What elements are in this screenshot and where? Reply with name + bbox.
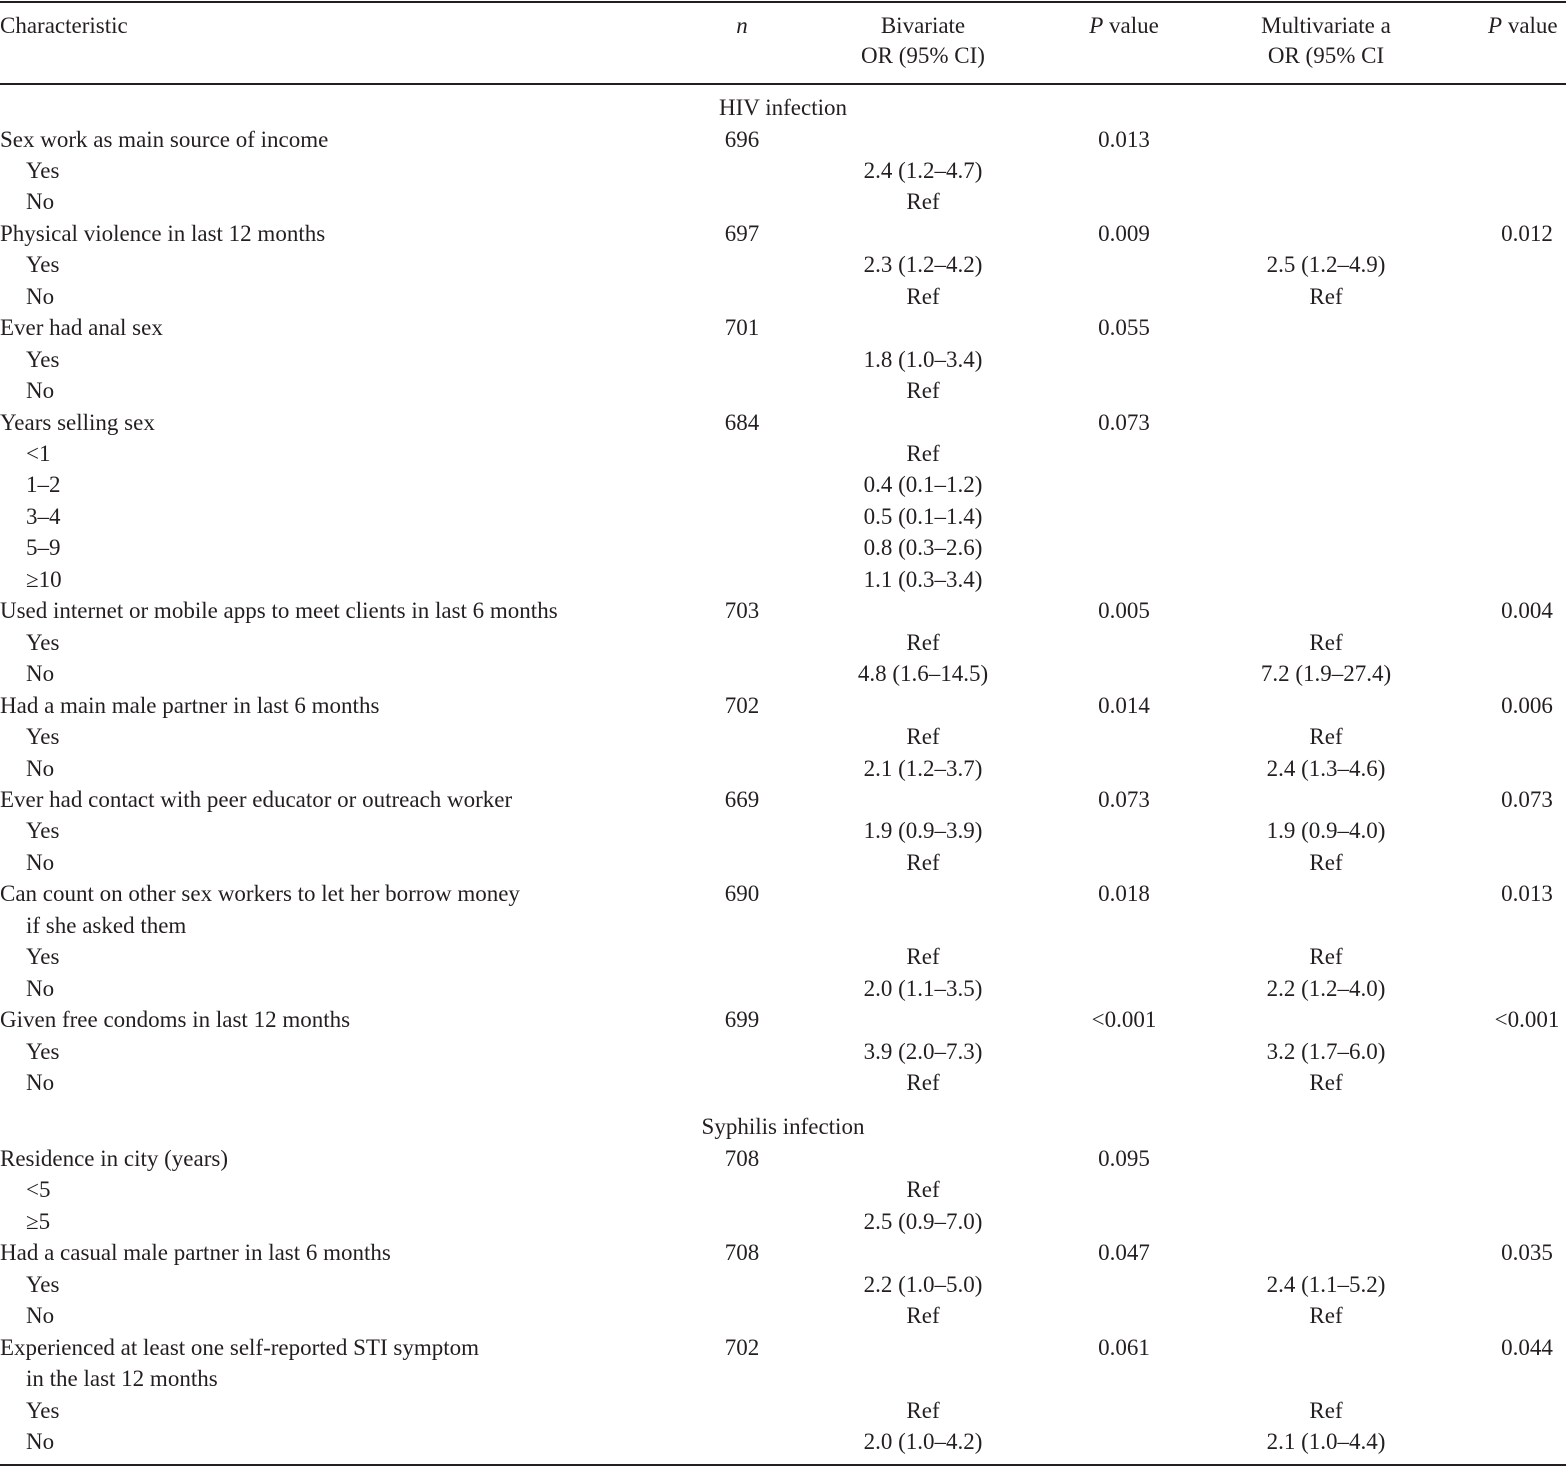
bivariate-or: Ref: [906, 944, 940, 970]
multivariate-or: Ref: [1309, 849, 1343, 875]
bivariate-or: 0.5 (0.1–1.4): [863, 503, 983, 529]
level-label: No: [26, 283, 55, 309]
bivariate-p-value: 0.061: [1098, 1334, 1150, 1360]
variable-row: [0, 407, 1566, 439]
bivariate-p-value: 0.073: [1098, 409, 1150, 435]
header-bivariate-line1: Bivariate: [880, 13, 966, 38]
section-row: [0, 92, 1566, 124]
characteristic-label: Experienced at least one self-reported STI symptom: [0, 1334, 480, 1360]
bivariate-p-value: <0.001: [1091, 1007, 1157, 1033]
level-row: [0, 658, 1566, 690]
characteristic-label: Years selling sex: [0, 409, 155, 435]
level-label: <1: [26, 440, 51, 466]
level-label: Yes: [26, 1271, 60, 1297]
multivariate-p-value: 0.035: [1501, 1240, 1553, 1266]
level-row: [0, 941, 1566, 973]
n-value: 684: [724, 409, 760, 435]
level-row: [0, 1300, 1566, 1332]
bivariate-or: Ref: [906, 189, 940, 215]
level-row: [0, 344, 1566, 376]
multivariate-or: Ref: [1309, 283, 1343, 309]
level-label: No: [26, 755, 55, 781]
characteristic-label: Had a casual male partner in last 6 months: [0, 1240, 391, 1266]
level-row: [0, 1395, 1566, 1427]
table-top-rule: [0, 1, 1566, 3]
level-label: No: [26, 1428, 55, 1454]
n-value: 701: [724, 315, 760, 341]
n-value: 703: [724, 598, 760, 624]
multivariate-or: 2.5 (1.2–4.9): [1266, 252, 1386, 278]
level-row: [0, 564, 1566, 596]
bivariate-p-value: 0.018: [1098, 881, 1150, 907]
level-label: Yes: [26, 724, 60, 749]
header-bivariate-line2: OR (95% CI): [861, 43, 985, 68]
level-row: [0, 1174, 1566, 1206]
header-multivariate: [1261, 11, 1391, 71]
bivariate-or: Ref: [906, 1177, 940, 1203]
bivariate-or: 1.8 (1.0–3.4): [863, 346, 983, 372]
n-value: 708: [724, 1240, 760, 1266]
variable-row: [0, 595, 1566, 627]
level-row: [0, 155, 1566, 187]
level-row: [0, 469, 1566, 501]
level-row: [0, 186, 1566, 218]
bivariate-or: 0.8 (0.3–2.6): [863, 535, 983, 561]
multivariate-or: 7.2 (1.9–27.4): [1260, 661, 1392, 687]
level-row: [0, 249, 1566, 281]
variable-row: [0, 784, 1566, 816]
bivariate-or: 1.9 (0.9–3.9): [863, 818, 983, 844]
variable-row: [0, 312, 1566, 344]
multivariate-or: Ref: [1309, 1397, 1343, 1423]
header-p-rest: value: [1502, 13, 1558, 38]
header-p-italic: P: [1488, 13, 1503, 38]
variable-row: [0, 124, 1566, 156]
level-label: Yes: [26, 346, 60, 372]
bivariate-or: Ref: [906, 724, 940, 749]
level-label: Yes: [26, 629, 60, 655]
bivariate-or: 2.2 (1.0–5.0): [863, 1271, 983, 1297]
level-label: No: [26, 1070, 55, 1095]
variable-continuation-row: [0, 910, 1566, 942]
characteristic-label: Used internet or mobile apps to meet clients in last 6 months: [0, 598, 558, 624]
header-n: n: [736, 13, 748, 38]
multivariate-p-value: 0.073: [1501, 786, 1553, 812]
bivariate-or: Ref: [906, 378, 940, 403]
multivariate-or: Ref: [1309, 724, 1343, 749]
bivariate-or: 2.3 (1.2–4.2): [863, 252, 983, 278]
header-p-value-bivariate: [1089, 11, 1159, 41]
level-row: [0, 1269, 1566, 1301]
bivariate-or: 1.1 (0.3–3.4): [863, 566, 983, 592]
level-row: [0, 1036, 1566, 1068]
n-value: 702: [724, 1334, 760, 1360]
bivariate-or: Ref: [906, 1303, 940, 1329]
characteristic-label-continued: in the last 12 months: [26, 1366, 218, 1391]
multivariate-p-value: 0.004: [1501, 598, 1553, 624]
header-bivariate: [861, 11, 985, 71]
multivariate-p-value: <0.001: [1494, 1007, 1560, 1033]
bivariate-or: 3.9 (2.0–7.3): [863, 1038, 983, 1064]
bivariate-or: Ref: [906, 1397, 940, 1423]
multivariate-p-value: 0.006: [1501, 692, 1553, 718]
n-value: 669: [724, 786, 760, 812]
bivariate-p-value: 0.047: [1098, 1240, 1150, 1266]
bivariate-or: 2.0 (1.1–3.5): [863, 975, 983, 1001]
bivariate-p-value: 0.013: [1098, 126, 1150, 152]
variable-row: [0, 1004, 1566, 1036]
characteristic-label: Can count on other sex workers to let her borrow money: [0, 881, 520, 907]
header-multivariate-line2: OR (95% CI: [1267, 43, 1385, 68]
level-label: No: [26, 975, 55, 1001]
level-label: <5: [26, 1177, 51, 1203]
section-label: HIV infection: [719, 95, 847, 120]
multivariate-or: 1.9 (0.9–4.0): [1266, 818, 1386, 844]
variable-row: [0, 1332, 1566, 1364]
multivariate-or: 2.1 (1.0–4.4): [1266, 1428, 1386, 1454]
header-multivariate-line1: Multivariate a: [1261, 13, 1391, 38]
bivariate-or: Ref: [906, 629, 940, 655]
header-characteristic: Characteristic: [0, 13, 128, 38]
bivariate-p-value: 0.005: [1098, 598, 1150, 624]
level-label: No: [26, 189, 55, 215]
bivariate-or: 2.0 (1.0–4.2): [863, 1428, 983, 1454]
bivariate-or: Ref: [906, 849, 940, 875]
level-row: [0, 753, 1566, 785]
level-label: Yes: [26, 818, 60, 844]
multivariate-or: 2.4 (1.3–4.6): [1266, 755, 1386, 781]
level-row: [0, 721, 1566, 753]
bivariate-or: 2.5 (0.9–7.0): [863, 1208, 983, 1234]
level-label: Yes: [26, 944, 60, 970]
multivariate-or: 2.4 (1.1–5.2): [1266, 1271, 1386, 1297]
level-row: [0, 1426, 1566, 1458]
bivariate-p-value: 0.073: [1098, 786, 1150, 812]
level-row: [0, 847, 1566, 879]
bivariate-or: Ref: [906, 283, 940, 309]
characteristic-label: Given free condoms in last 12 months: [0, 1007, 351, 1033]
bivariate-p-value: 0.014: [1098, 692, 1150, 718]
characteristic-label-continued: if she asked them: [26, 912, 187, 938]
variable-row: [0, 878, 1566, 910]
variable-continuation-row: [0, 1363, 1566, 1395]
level-label: No: [26, 661, 55, 687]
level-row: [0, 532, 1566, 564]
n-value: 702: [724, 692, 760, 718]
header-p-value-multivariate: [1488, 11, 1558, 41]
characteristic-label: Ever had contact with peer educator or outreach worker: [0, 786, 513, 812]
variable-row: [0, 690, 1566, 722]
multivariate-or: Ref: [1309, 629, 1343, 655]
bivariate-or: 0.4 (0.1–1.2): [863, 472, 983, 498]
bivariate-or: 4.8 (1.6–14.5): [857, 661, 989, 687]
n-value: 708: [724, 1145, 760, 1171]
level-row: [0, 1067, 1566, 1099]
level-label: ≥5: [26, 1208, 51, 1234]
table-bottom-rule: [0, 1464, 1566, 1466]
characteristic-label: Physical violence in last 12 months: [0, 220, 326, 246]
level-row: [0, 281, 1566, 313]
header-p-rest: value: [1103, 13, 1159, 38]
level-row: [0, 438, 1566, 470]
section-label: Syphilis infection: [701, 1114, 865, 1140]
level-label: 3–4: [26, 503, 61, 529]
characteristic-label: Ever had anal sex: [0, 315, 163, 341]
multivariate-or: Ref: [1309, 944, 1343, 970]
level-row: [0, 375, 1566, 407]
multivariate-or: Ref: [1309, 1070, 1343, 1095]
table-header-rule: [0, 83, 1566, 85]
level-label: No: [26, 1303, 55, 1329]
bivariate-or: Ref: [906, 1070, 940, 1095]
multivariate-or: Ref: [1309, 1303, 1343, 1329]
bivariate-p-value: 0.095: [1098, 1145, 1150, 1171]
multivariate-or: 3.2 (1.7–6.0): [1266, 1038, 1386, 1064]
multivariate-p-value: 0.044: [1501, 1334, 1553, 1360]
level-row: [0, 973, 1566, 1005]
level-label: No: [26, 378, 55, 403]
section-row: [0, 1111, 1566, 1143]
variable-row: [0, 218, 1566, 250]
level-label: Yes: [26, 1038, 60, 1064]
n-value: 697: [724, 220, 760, 246]
level-row: [0, 627, 1566, 659]
level-label: 1–2: [26, 472, 61, 498]
bivariate-p-value: 0.009: [1098, 220, 1150, 246]
characteristic-label: Had a main male partner in last 6 months: [0, 692, 380, 718]
bivariate-p-value: 0.055: [1098, 315, 1150, 341]
level-label: Yes: [26, 252, 60, 278]
multivariate-p-value: 0.013: [1501, 881, 1553, 907]
n-value: 699: [724, 1007, 760, 1033]
characteristic-label: Residence in city (years): [0, 1145, 228, 1171]
level-row: [0, 1206, 1566, 1238]
bivariate-or: 2.1 (1.2–3.7): [863, 755, 983, 781]
bivariate-or: 2.4 (1.2–4.7): [863, 157, 983, 183]
level-label: Yes: [26, 1397, 60, 1423]
level-row: [0, 501, 1566, 533]
multivariate-p-value: 0.012: [1501, 220, 1553, 246]
level-label: Yes: [26, 157, 60, 183]
variable-row: [0, 1143, 1566, 1175]
bivariate-or: Ref: [906, 440, 940, 466]
n-value: 690: [724, 881, 760, 907]
level-label: ≥10: [26, 566, 62, 592]
level-label: No: [26, 849, 55, 875]
characteristic-label: Sex work as main source of income: [0, 126, 329, 152]
variable-row: [0, 1237, 1566, 1269]
level-row: [0, 815, 1566, 847]
level-label: 5–9: [26, 535, 61, 561]
n-value: 696: [724, 126, 760, 152]
header-p-italic: P: [1089, 13, 1104, 38]
multivariate-or: 2.2 (1.2–4.0): [1266, 975, 1386, 1001]
